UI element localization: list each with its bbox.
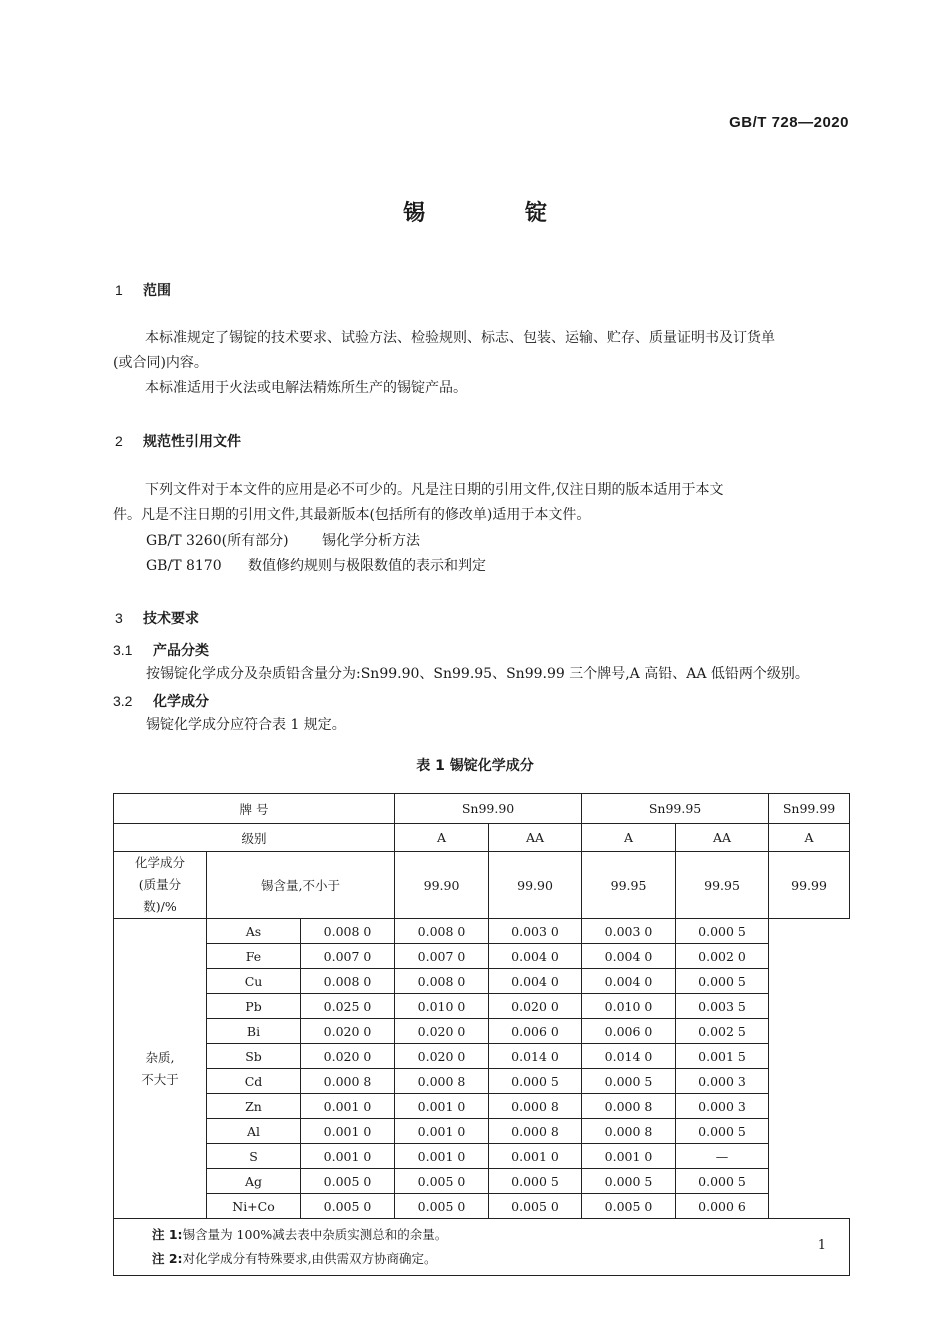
element-name: Zn [207, 1094, 301, 1119]
note-label: 注 1: [152, 1227, 183, 1242]
grade-header: A [395, 824, 489, 852]
sn-value: 99.90 [489, 852, 582, 919]
grade-header: AA [489, 824, 582, 852]
grade-header: AA [676, 824, 769, 852]
reference-code: GB/T 8170 [146, 558, 222, 574]
element-name: Ag [207, 1169, 301, 1194]
impurity-value: 0.001 0 [489, 1144, 582, 1169]
section-3-heading [115, 608, 199, 628]
impurity-value: 0.008 0 [301, 969, 395, 994]
section-3-1-heading [113, 640, 209, 660]
sn-value: 99.90 [395, 852, 489, 919]
table-note [152, 1223, 849, 1247]
table-notes [114, 1219, 850, 1276]
element-name: Al [207, 1119, 301, 1144]
impurity-value: 0.000 5 [489, 1069, 582, 1094]
note-label: 注 2: [152, 1251, 183, 1266]
impurity-value: 0.010 0 [582, 994, 676, 1019]
impurity-value: 0.005 0 [301, 1194, 395, 1219]
note-text: 锡含量为 100%减去表中杂质实测总和的余量。 [182, 1227, 448, 1242]
sn-value: 99.99 [769, 852, 850, 919]
header-brand: 牌 号 [114, 794, 395, 824]
impurity-value: 0.020 0 [489, 994, 582, 1019]
group-label [114, 852, 207, 919]
table-row [114, 994, 850, 1019]
reference-item [146, 555, 486, 575]
paragraph: 下列文件对于本文件的应用是必不可少的。凡是注日期的引用文件,仅注日期的版本适用于本文 [145, 482, 724, 498]
impurity-value: 0.007 0 [301, 944, 395, 969]
table-row [114, 969, 850, 994]
impurity-value: 0.001 0 [395, 1144, 489, 1169]
standard-number: GB/T 728—2020 [729, 114, 849, 131]
table-caption: 表 1 锡锭化学成分 [416, 758, 534, 774]
impurity-value: 0.004 0 [582, 969, 676, 994]
section-2-heading [115, 431, 241, 451]
table-row [114, 919, 850, 944]
impurity-value: 0.000 8 [301, 1069, 395, 1094]
impurity-value: 0.002 0 [676, 944, 769, 969]
element-name: Ni+Co [207, 1194, 301, 1219]
impurity-label [114, 919, 207, 1219]
impurity-value: 0.001 0 [301, 1144, 395, 1169]
title-char-1: 锡 [402, 201, 425, 226]
section-number: 1 [115, 282, 123, 298]
table-row [114, 1069, 850, 1094]
impurity-value: 0.000 8 [582, 1119, 676, 1144]
impurity-value: 0.000 3 [676, 1094, 769, 1119]
chemical-composition-table [113, 793, 850, 1276]
impurity-value: 0.020 0 [301, 1044, 395, 1069]
impurity-label-line: 不大于 [141, 1071, 179, 1087]
sn-value: 99.95 [582, 852, 676, 919]
section-1-heading [115, 280, 171, 300]
impurity-value: 0.001 0 [582, 1144, 676, 1169]
impurity-value: 0.006 0 [489, 1019, 582, 1044]
grade-header: A [582, 824, 676, 852]
brand-header: Sn99.99 [769, 794, 850, 824]
element-name: Sb [207, 1044, 301, 1069]
element-name: Fe [207, 944, 301, 969]
element-name: Cu [207, 969, 301, 994]
impurity-value: 0.005 0 [489, 1194, 582, 1219]
element-name: Cd [207, 1069, 301, 1094]
section-3-1-text: 按锡锭化学成分及杂质铅含量分为:Sn99.90、Sn99.95、Sn99.99 三个牌号,A 高铅、AA 低铅两个级别。 [146, 666, 809, 682]
impurity-value: 0.020 0 [395, 1044, 489, 1069]
impurity-value: 0.014 0 [489, 1044, 582, 1069]
section-number: 3.2 [113, 693, 133, 709]
impurity-value: 0.003 0 [582, 919, 676, 944]
impurity-value: 0.001 0 [301, 1119, 395, 1144]
impurity-value: 0.005 0 [395, 1169, 489, 1194]
table-row [114, 1044, 850, 1069]
impurity-value: 0.000 8 [489, 1094, 582, 1119]
page-number: 1 [817, 1238, 826, 1253]
impurity-value: 0.000 3 [676, 1069, 769, 1094]
impurity-value: 0.000 8 [395, 1069, 489, 1094]
section-1-body [113, 326, 853, 401]
note-text: 对化学成分有特殊要求,由供需双方协商确定。 [182, 1251, 437, 1266]
grade-header: A [769, 824, 850, 852]
impurity-value: 0.006 0 [582, 1019, 676, 1044]
impurity-value: 0.003 0 [489, 919, 582, 944]
impurity-value: 0.004 0 [489, 944, 582, 969]
impurity-value: 0.002 5 [676, 1019, 769, 1044]
element-name: As [207, 919, 301, 944]
paragraph: 件。凡是不注日期的引用文件,其最新版本(包括所有的修改单)适用于本文件。 [113, 507, 591, 523]
header-grade: 级别 [114, 824, 395, 852]
impurity-value: 0.001 0 [301, 1094, 395, 1119]
table-row [114, 1019, 850, 1044]
impurity-value: 0.000 8 [582, 1094, 676, 1119]
element-name: S [207, 1144, 301, 1169]
impurity-value: 0.014 0 [582, 1044, 676, 1069]
table-row [114, 1169, 850, 1194]
brand-header: Sn99.95 [582, 794, 769, 824]
impurity-label-line: 杂质, [145, 1049, 175, 1065]
impurity-value: 0.001 0 [395, 1119, 489, 1144]
section-2-body [113, 478, 853, 528]
impurity-value: 0.000 8 [489, 1119, 582, 1144]
element-name: Pb [207, 994, 301, 1019]
section-3-2-heading [113, 691, 209, 711]
section-3-2-text: 锡锭化学成分应符合表 1 规定。 [146, 717, 346, 733]
sn-value: 99.95 [676, 852, 769, 919]
section-title: 范围 [143, 283, 171, 299]
impurity-value: 0.000 5 [582, 1169, 676, 1194]
section-number: 3.1 [113, 642, 133, 658]
impurity-value: 0.000 5 [676, 1169, 769, 1194]
section-number: 2 [115, 433, 123, 449]
impurity-value: 0.005 0 [395, 1194, 489, 1219]
impurity-value: 0.020 0 [395, 1019, 489, 1044]
impurity-value: 0.000 5 [676, 919, 769, 944]
table-row [114, 1119, 850, 1144]
group-label-line: 化学成分 [134, 855, 185, 870]
section-title: 产品分类 [153, 643, 209, 659]
paragraph: 本标准适用于火法或电解法精炼所生产的锡锭产品。 [145, 380, 467, 396]
group-label-line: (质量分 [138, 877, 182, 892]
impurity-value: 0.003 5 [676, 994, 769, 1019]
title-char-2: 锭 [525, 201, 548, 226]
impurity-value: 0.005 0 [582, 1194, 676, 1219]
section-title: 规范性引用文件 [143, 434, 241, 450]
table-row [114, 944, 850, 969]
group-label-line: 数)/% [143, 899, 177, 914]
element-name: Bi [207, 1019, 301, 1044]
reference-name: 锡化学分析方法 [322, 533, 420, 549]
impurity-value: 0.001 0 [395, 1094, 489, 1119]
reference-code: GB/T 3260(所有部分) [146, 533, 289, 549]
impurity-value: 0.004 0 [489, 969, 582, 994]
table-row [114, 1194, 850, 1219]
reference-name: 数值修约规则与极限数值的表示和判定 [248, 558, 486, 574]
section-title: 化学成分 [153, 694, 209, 710]
impurity-value: 0.020 0 [301, 1019, 395, 1044]
impurity-value: 0.004 0 [582, 944, 676, 969]
impurity-value: 0.008 0 [395, 969, 489, 994]
impurity-value: 0.000 5 [676, 1119, 769, 1144]
impurity-value: 0.007 0 [395, 944, 489, 969]
impurity-value: 0.008 0 [395, 919, 489, 944]
paragraph: (或合同)内容。 [113, 355, 208, 371]
impurity-value: 0.010 0 [395, 994, 489, 1019]
impurity-value: 0.025 0 [301, 994, 395, 1019]
document-title [0, 196, 950, 227]
reference-item [146, 530, 420, 550]
paragraph: 本标准规定了锡锭的技术要求、试验方法、检验规则、标志、包装、运输、贮存、质量证明书及订货单 [145, 330, 775, 346]
impurity-value: 0.000 6 [676, 1194, 769, 1219]
table-row [114, 1094, 850, 1119]
impurity-value: 0.000 5 [489, 1169, 582, 1194]
impurity-value: 0.000 5 [582, 1069, 676, 1094]
table-note [152, 1247, 849, 1271]
impurity-value: 0.005 0 [301, 1169, 395, 1194]
table-row [114, 1144, 850, 1169]
brand-header: Sn99.90 [395, 794, 582, 824]
section-number: 3 [115, 610, 123, 626]
impurity-value: 0.008 0 [301, 919, 395, 944]
impurity-value: 0.000 5 [676, 969, 769, 994]
impurity-value: 0.001 5 [676, 1044, 769, 1069]
section-title: 技术要求 [143, 611, 199, 627]
sn-content-label: 锡含量,不小于 [207, 852, 395, 919]
impurity-value: — [676, 1144, 769, 1169]
